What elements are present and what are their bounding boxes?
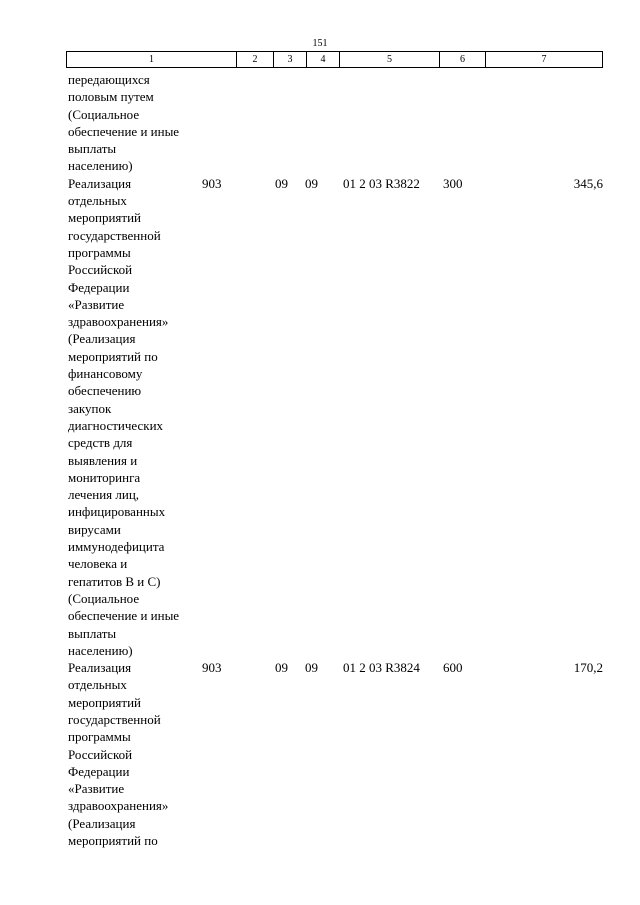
amount-cell: 345,6 — [573, 175, 603, 191]
section-code-cell: 09 — [275, 175, 288, 191]
column-header-7: 7 — [486, 52, 603, 68]
description-line: здравоохранения» — [68, 798, 169, 814]
description-line: выплаты — [68, 625, 117, 641]
description-line: вирусами — [68, 521, 121, 537]
description-line: населению) — [68, 158, 133, 174]
description-line: средств для — [68, 435, 133, 451]
page-number: 151 — [312, 38, 328, 49]
admin-code-cell: 903 — [202, 660, 222, 676]
description-line: половым путем — [68, 89, 154, 105]
description-line: мероприятий — [68, 210, 141, 226]
amount-cell: 170,2 — [573, 660, 603, 676]
description-line: отдельных — [68, 677, 127, 693]
description-line: иммунодефицита — [68, 539, 165, 555]
description-line: передающихся — [68, 72, 150, 87]
table-row — [0, 71, 640, 175]
description-line: (Социальное — [68, 106, 140, 122]
description-line: Федерации — [68, 763, 130, 779]
description-line: обеспечение и иные — [68, 608, 180, 624]
description-line: мониторинга — [68, 469, 141, 485]
description-line: программы — [68, 729, 131, 745]
target-article-cell: 01 2 03 R3822 — [343, 175, 420, 191]
description-line: обеспечение и иные — [68, 123, 180, 139]
column-header-5: 5 — [340, 52, 440, 68]
table-row — [0, 659, 640, 849]
subsection-code-cell: 09 — [305, 660, 318, 676]
budget-table-body — [0, 71, 640, 849]
column-header-4: 4 — [307, 52, 340, 68]
description-line: финансовому — [68, 366, 143, 382]
description-line: населению) — [68, 642, 133, 658]
column-header-table — [66, 51, 603, 68]
description-line: выплаты — [68, 141, 117, 157]
description-line: Реализация — [68, 660, 132, 676]
column-header-3: 3 — [274, 52, 307, 68]
column-header-1: 1 — [67, 52, 237, 68]
description-line: «Развитие — [68, 296, 125, 312]
description-line: Российской — [68, 262, 133, 278]
description-line: (Реализация — [68, 815, 136, 831]
description-line: лечения лиц, — [68, 487, 140, 503]
expense-type-cell: 600 — [443, 660, 463, 676]
table-row — [0, 175, 640, 659]
column-header-2: 2 — [237, 52, 274, 68]
description-line: мероприятий по — [68, 348, 158, 364]
description-line: мероприятий — [68, 694, 141, 710]
description-line: здравоохранения» — [68, 314, 169, 330]
description-line: Реализация — [68, 175, 132, 191]
description-line: «Развитие — [68, 781, 125, 797]
description-line: (Реализация — [68, 331, 136, 347]
description-line: обеспечению — [68, 383, 142, 399]
description-line: гепатитов В и С) — [68, 573, 161, 589]
description-line: инфицированных — [68, 504, 166, 520]
description-line: программы — [68, 244, 131, 260]
target-article-cell: 01 2 03 R3824 — [343, 660, 420, 676]
description-line: мероприятий по — [68, 833, 158, 849]
column-header-row — [67, 52, 603, 68]
description-cell — [68, 71, 203, 175]
description-cell — [68, 659, 203, 849]
description-line: государственной — [68, 227, 161, 243]
description-line: Федерации — [68, 279, 130, 295]
description-line: Российской — [68, 746, 133, 762]
description-line: (Социальное — [68, 590, 140, 606]
description-line: диагностических — [68, 417, 164, 433]
description-line: отдельных — [68, 193, 127, 209]
subsection-code-cell: 09 — [305, 175, 318, 191]
description-line: государственной — [68, 711, 161, 727]
description-line: закупок — [68, 400, 112, 416]
admin-code-cell: 903 — [202, 175, 222, 191]
column-header-6: 6 — [440, 52, 486, 68]
description-line: человека и — [68, 556, 128, 572]
description-cell — [68, 175, 203, 659]
section-code-cell: 09 — [275, 660, 288, 676]
expense-type-cell: 300 — [443, 175, 463, 191]
description-line: выявления и — [68, 452, 138, 468]
